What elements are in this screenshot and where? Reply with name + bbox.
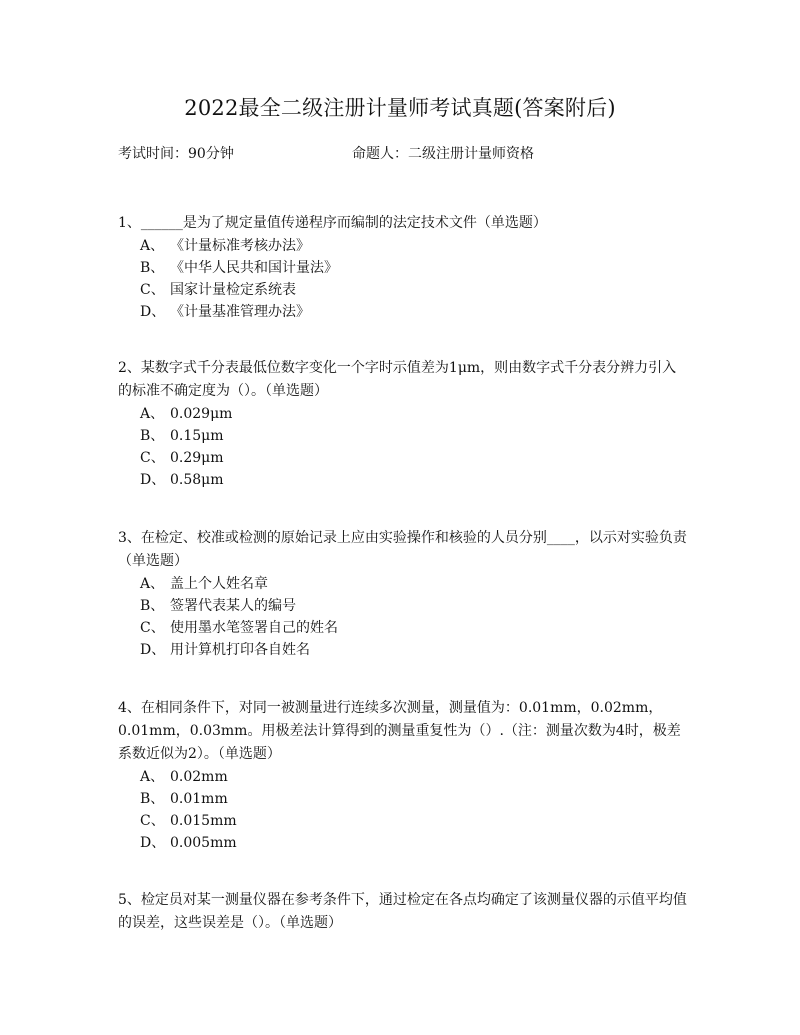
option-text: 《计量标准考核办法》 bbox=[170, 238, 310, 254]
question-4 bbox=[118, 697, 688, 854]
option-text: 用计算机打印各自姓名 bbox=[170, 642, 310, 658]
question-3 bbox=[118, 527, 688, 661]
option-text: 0.29μm bbox=[170, 450, 224, 466]
option-label: B、 bbox=[140, 598, 165, 614]
question-text: 5、检定员对某一测量仪器在参考条件下，通过检定在各点均确定了该测量仪器的示值平均值的误差，这些误差是（）。（单选题） bbox=[118, 892, 687, 931]
option-a bbox=[140, 403, 688, 425]
option-text: 盖上个人姓名章 bbox=[170, 576, 268, 592]
option-label: C、 bbox=[140, 813, 165, 829]
option-label: A、 bbox=[140, 576, 165, 592]
option-d bbox=[140, 301, 688, 323]
option-d bbox=[140, 639, 688, 661]
question-text: 3、在检定、校准或检测的原始记录上应由实验操作和核验的人员分别____，以示对实验负责（单选题） bbox=[118, 530, 687, 569]
option-label: D、 bbox=[140, 304, 166, 320]
question-text: 4、在相同条件下，对同一被测量进行连续多次测量，测量值为：0.01mm，0.02mm，0.01mm，0.03mm。用极差法计算得到的测量重复性为（）.（注：测量次数为4时，极差系数近似为2）。（单选题） bbox=[118, 700, 681, 762]
option-text: 0.58μm bbox=[170, 472, 224, 488]
option-b bbox=[140, 595, 688, 617]
option-b bbox=[140, 425, 688, 447]
option-label: B、 bbox=[140, 428, 165, 444]
option-text: 0.005mm bbox=[170, 835, 237, 851]
question-text: 2、某数字式千分表最低位数字变化一个字时示值差为1μm，则由数字式千分表分辨力引入的标准不确定度为（）。（单选题） bbox=[118, 360, 677, 399]
option-label: A、 bbox=[140, 238, 165, 254]
option-label: C、 bbox=[140, 450, 165, 466]
option-text: 0.015mm bbox=[170, 813, 237, 829]
option-text: 0.15μm bbox=[170, 428, 224, 444]
option-c bbox=[140, 447, 688, 469]
option-text: 使用墨水笔签署自己的姓名 bbox=[170, 620, 338, 636]
option-label: C、 bbox=[140, 620, 165, 636]
option-a bbox=[140, 573, 688, 595]
option-b bbox=[140, 257, 688, 279]
exam-author: 命题人：二级注册计量师资格 bbox=[352, 146, 534, 162]
question-5 bbox=[118, 889, 688, 935]
option-c bbox=[140, 279, 688, 301]
option-label: A、 bbox=[140, 769, 165, 785]
option-label: B、 bbox=[140, 791, 165, 807]
option-label: B、 bbox=[140, 260, 165, 276]
question-text: 1、______是为了规定量值传递程序而编制的法定技术文件（单选题） bbox=[118, 215, 547, 231]
option-a bbox=[140, 766, 688, 788]
option-d bbox=[140, 832, 688, 854]
option-text: 国家计量检定系统表 bbox=[170, 282, 296, 298]
option-d bbox=[140, 469, 688, 491]
option-c bbox=[140, 617, 688, 639]
option-label: D、 bbox=[140, 835, 166, 851]
option-a bbox=[140, 235, 688, 257]
question-1 bbox=[118, 212, 688, 323]
option-label: D、 bbox=[140, 642, 166, 658]
option-text: 《中华人民共和国计量法》 bbox=[170, 260, 338, 276]
option-text: 0.02mm bbox=[170, 769, 228, 785]
option-c bbox=[140, 810, 688, 832]
question-2 bbox=[118, 357, 688, 491]
option-label: D、 bbox=[140, 472, 166, 488]
option-text: 0.01mm bbox=[170, 791, 228, 807]
option-b bbox=[140, 788, 688, 810]
option-label: C、 bbox=[140, 282, 165, 298]
option-text: 0.029μm bbox=[170, 406, 233, 422]
option-text: 《计量基准管理办法》 bbox=[170, 304, 310, 320]
option-label: A、 bbox=[140, 406, 165, 422]
option-text: 签署代表某人的编号 bbox=[170, 598, 296, 614]
exam-time: 考试时间：90分钟 bbox=[118, 146, 234, 162]
document-title: 2022最全二级注册计量师考试真题(答案附后) bbox=[184, 96, 616, 120]
